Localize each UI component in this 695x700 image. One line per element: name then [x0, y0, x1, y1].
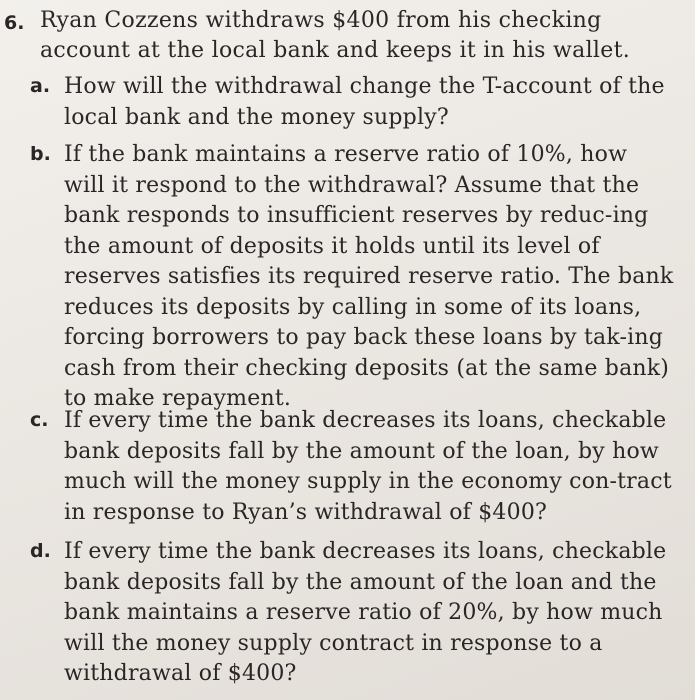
part-d-letter: d. — [30, 540, 51, 562]
question-number: 6. — [4, 12, 25, 34]
part-b-text: If the bank maintains a reserve ratio of 10%, how will it respond to the withdrawal? Assume that the bank responds to insufficient reserves by reduc-ing the amount of deposits it holds until its level of reserves satisfies its required reserve ratio. The bank reduces its deposits by calling in some of its loans, forcing borrowers to pay back these loans by tak-ing cash from their checking deposits (at the same bank) to make repayment. — [64, 142, 674, 411]
part-b — [30, 140, 675, 415]
part-b-letter: b. — [30, 143, 51, 165]
part-c-letter: c. — [30, 409, 49, 431]
part-d — [30, 537, 675, 690]
part-c — [30, 406, 675, 528]
question-stem: Ryan Cozzens withdraws $400 from his checking account at the local bank and keeps it in his wallet. — [40, 8, 631, 63]
part-a-letter: a. — [30, 75, 51, 97]
part-a — [30, 72, 675, 133]
part-c-text: If every time the bank decreases its loans, checkable bank deposits fall by the amount of the loan, by how much will the money supply in the economy con-tract in response to Ryan’s withdrawal of $400? — [64, 408, 672, 525]
part-a-text: How will the withdrawal change the T-account of the local bank and the money supply? — [64, 74, 665, 130]
part-d-text: If every time the bank decreases its loans, checkable bank deposits fall by the amount of the loan and the bank maintains a reserve ratio of 20%, by how much will the money supply contract in response to a withdrawal of $400? — [64, 539, 667, 686]
